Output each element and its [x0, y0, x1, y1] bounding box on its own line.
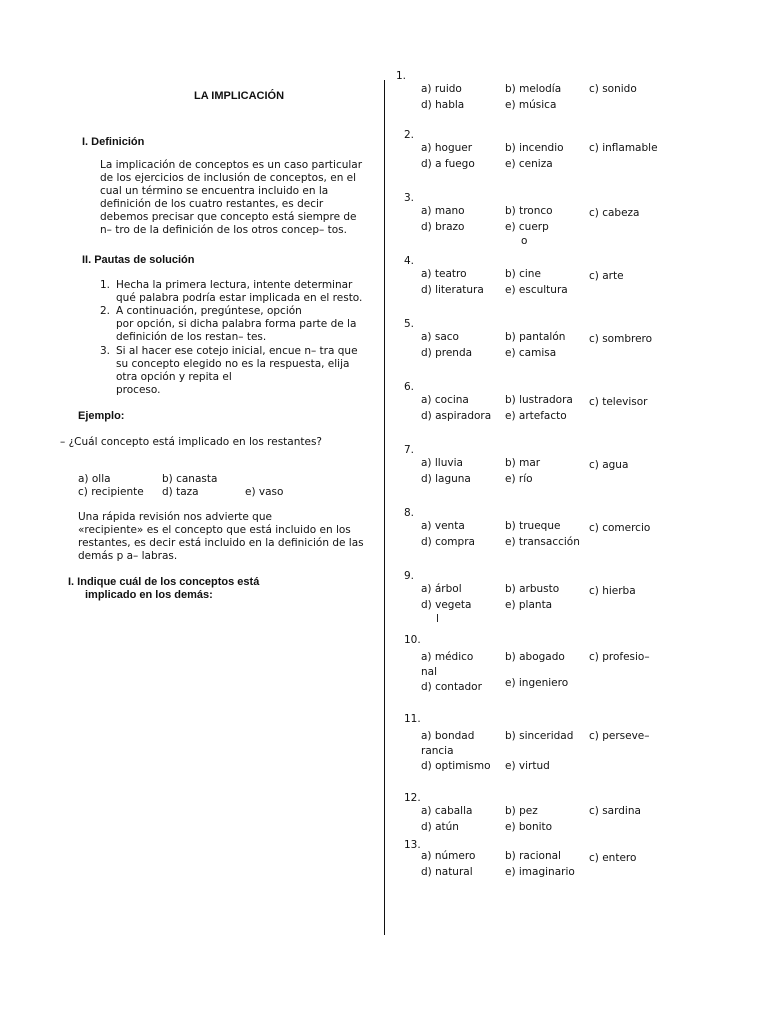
text-line: La implicación de conceptos es un caso particular: [100, 159, 363, 171]
option-a: a) mano: [421, 205, 465, 217]
example-option-a: a) olla: [78, 473, 111, 485]
option-b: b) racional: [505, 850, 561, 862]
option-b: b) pantalón: [505, 331, 566, 343]
option-b: b) trueque: [505, 520, 561, 532]
question-number: 6.: [404, 381, 415, 393]
text-line: Si al hacer ese cotejo inicial, encue n– tra que: [116, 345, 358, 357]
option-b: b) cine: [505, 268, 541, 280]
option-e-continuation: o: [521, 235, 528, 247]
option-a: a) árbol: [421, 583, 462, 595]
question-number: 13.: [404, 839, 421, 851]
option-e: e) río: [505, 473, 533, 485]
option-b: b) lustradora: [505, 394, 573, 406]
option-e: e) transacción: [505, 536, 580, 548]
text-line: por opción, si dicha palabra forma parte de la: [116, 318, 357, 330]
question-number: 12.: [404, 792, 421, 804]
option-d: d) laguna: [421, 473, 471, 485]
question-number: 5.: [404, 318, 415, 330]
section-heading-pautas: II. Pautas de solución: [82, 254, 195, 266]
option-a: a) teatro: [421, 268, 467, 280]
option-d: d) natural: [421, 866, 473, 878]
option-a: a) número: [421, 850, 476, 862]
text-line: qué palabra podría estar implicada en el resto.: [116, 292, 363, 304]
list-number: 3.: [100, 345, 111, 357]
option-a: a) hoguer: [421, 142, 473, 154]
option-c: c) televisor: [589, 396, 648, 408]
text-line: de los ejercicios de inclusión de conceptos, en el: [100, 172, 357, 184]
text-line: restantes, es decir está incluido en la definición de las: [78, 537, 364, 549]
text-line: su concepto elegido no es la respuesta, elija: [116, 358, 350, 370]
example-question: – ¿Cuál concepto está implicado en los restantes?: [60, 436, 323, 448]
list-number: 2.: [100, 305, 111, 317]
option-a: a) ruido: [421, 83, 462, 95]
text-line: otra opción y repita el: [116, 371, 232, 383]
list-item-text: [116, 305, 366, 344]
option-d: d) atún: [421, 821, 459, 833]
option-e: e) camisa: [505, 347, 557, 359]
option-e: e) bonito: [505, 821, 553, 833]
option-e: e) planta: [505, 599, 553, 611]
option-d: d) prenda: [421, 347, 473, 359]
option-b: b) incendio: [505, 142, 564, 154]
text-line: Hecha la primera lectura, intente determinar: [116, 279, 353, 291]
option-d: d) aspiradora: [421, 410, 492, 422]
text-line: Una rápida revisión nos advierte que: [78, 511, 272, 523]
list-item-text: [116, 345, 366, 397]
option-e: e) imaginario: [505, 866, 575, 878]
option-c: c) sonido: [589, 83, 637, 95]
option-b: b) pez: [505, 805, 538, 817]
question-number: 4.: [404, 255, 415, 267]
option-d: d) optimismo: [421, 760, 491, 772]
example-heading: Ejemplo:: [78, 410, 125, 422]
option-c: c) agua: [589, 459, 629, 471]
option-b: b) arbusto: [505, 583, 560, 595]
text-line: demás p a– labras.: [78, 550, 178, 562]
question-number: 2.: [404, 129, 415, 141]
text-line: debemos precisar que concepto está siempre de: [100, 211, 357, 223]
option-e: e) ceniza: [505, 158, 553, 170]
list-number: 1.: [100, 279, 111, 291]
list-item-text: [116, 279, 366, 305]
exercise-heading: [68, 576, 259, 602]
option-e: e) artefacto: [505, 410, 567, 422]
definition-paragraph: [100, 159, 364, 237]
text-line: n– tro de la definición de los otros concep– tos.: [100, 224, 347, 236]
option-a-continuation: nal: [421, 666, 438, 678]
option-b: b) tronco: [505, 205, 553, 217]
text-line: A continuación, pregúntese, opción: [116, 305, 302, 317]
question-number: 7.: [404, 444, 415, 456]
option-a: a) cocina: [421, 394, 469, 406]
section-heading-definicion: I. Definición: [82, 136, 145, 148]
option-c: c) arte: [589, 270, 624, 282]
option-c: c) entero: [589, 852, 637, 864]
question-number: 8.: [404, 507, 415, 519]
question-number: 1.: [396, 70, 407, 82]
example-option-d: d) taza: [162, 486, 199, 498]
option-b: b) abogado: [505, 651, 565, 663]
option-c: c) cabeza: [589, 207, 640, 219]
option-a: a) caballa: [421, 805, 473, 817]
option-d: d) brazo: [421, 221, 465, 233]
option-d-continuation: l: [436, 613, 439, 625]
option-e: e) virtud: [505, 760, 550, 772]
example-option-e: e) vaso: [245, 486, 284, 498]
text-line: definición de los cuatro restantes, es decir: [100, 198, 324, 210]
text-line: I. Indique cuál de los conceptos está: [68, 576, 260, 588]
example-option-c: c) recipiente: [78, 486, 144, 498]
option-c: c) sombrero: [589, 333, 653, 345]
option-a: a) saco: [421, 331, 459, 343]
text-line: «recipiente» es el concepto que está incluido en los: [78, 524, 351, 536]
option-e: e) cuerp: [505, 221, 549, 233]
text-line: cual un término se encuentra incluido en la: [100, 185, 329, 197]
question-number: 3.: [404, 192, 415, 204]
page-title: LA IMPLICACIÓN: [194, 90, 285, 102]
option-e: e) música: [505, 99, 557, 111]
option-e: e) escultura: [505, 284, 568, 296]
option-b: b) melodía: [505, 83, 562, 95]
option-c: c) perseve–: [589, 730, 650, 742]
text-line: definición de los restan– tes.: [116, 331, 267, 343]
option-d: d) literatura: [421, 284, 484, 296]
column-divider: [384, 80, 385, 935]
explanation-paragraph: [78, 511, 368, 563]
text-line: implicado en los demás:: [85, 589, 213, 601]
option-a: a) médico: [421, 651, 474, 663]
question-number: 11.: [404, 713, 421, 725]
question-number: 9.: [404, 570, 415, 582]
option-c: c) sardina: [589, 805, 641, 817]
option-d: d) contador: [421, 681, 482, 693]
option-e: e) ingeniero: [505, 677, 569, 689]
option-d: d) habla: [421, 99, 465, 111]
option-d: d) a fuego: [421, 158, 475, 170]
text-line: proceso.: [116, 384, 161, 396]
question-number: 10.: [404, 634, 421, 646]
option-a: a) venta: [421, 520, 465, 532]
option-c: c) inflamable: [589, 142, 658, 154]
option-d: d) compra: [421, 536, 475, 548]
option-c: c) profesio–: [589, 651, 650, 663]
option-d: d) vegeta: [421, 599, 472, 611]
option-c: c) comercio: [589, 522, 651, 534]
option-a: a) bondad: [421, 730, 475, 742]
example-option-b: b) canasta: [162, 473, 218, 485]
option-b: b) sinceridad: [505, 730, 574, 742]
option-c: c) hierba: [589, 585, 636, 597]
option-b: b) mar: [505, 457, 541, 469]
option-a: a) lluvia: [421, 457, 463, 469]
option-a-continuation: rancia: [421, 745, 454, 757]
